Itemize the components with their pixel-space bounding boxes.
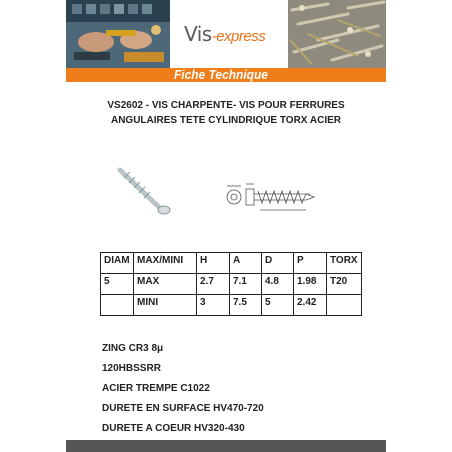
screw-photo-icon bbox=[120, 170, 170, 214]
product-title-line2: ANGULAIRES TETE CYLINDRIQUE TORX ACIER bbox=[110, 115, 341, 126]
header-cell-a: A bbox=[230, 253, 262, 274]
table-cell: T20 bbox=[327, 274, 362, 295]
section-title: Fiche Technique bbox=[174, 67, 268, 82]
table-cell: 7.5 bbox=[230, 295, 262, 316]
table-cell: 7.1 bbox=[230, 274, 262, 295]
brand-logo bbox=[184, 22, 265, 47]
table-cell: 4.8 bbox=[262, 274, 294, 295]
table-cell: 3 bbox=[197, 295, 230, 316]
note-core-hardness: DURETE A COEUR HV320-430 bbox=[102, 423, 245, 434]
table-cell: 5 bbox=[101, 274, 134, 295]
header-cell-p: P bbox=[294, 253, 327, 274]
product-illustrations bbox=[100, 162, 360, 222]
header-cell-max-mini: MAX/MINI bbox=[134, 253, 197, 274]
table-cell: 2.7 bbox=[197, 274, 230, 295]
tools-photo-icon bbox=[66, 0, 170, 68]
product-title bbox=[66, 98, 386, 128]
spec-table bbox=[100, 252, 362, 316]
table-cell: MAX bbox=[134, 274, 197, 295]
header-cell-diam: DIAM bbox=[101, 253, 134, 274]
header-banner bbox=[66, 0, 386, 68]
logo-main-text: Vis bbox=[184, 22, 212, 46]
section-title-bar bbox=[66, 68, 386, 82]
note-grade: 120HBSSRR bbox=[102, 363, 161, 374]
table-header-row bbox=[101, 253, 362, 274]
spec-notes bbox=[102, 343, 264, 443]
note-surface-hardness: DURETE EN SURFACE HV470-720 bbox=[102, 403, 264, 414]
header-cell-torx: TORX bbox=[327, 253, 362, 274]
header-cell-h: H bbox=[197, 253, 230, 274]
table-cell bbox=[101, 295, 134, 316]
table-cell: MINI bbox=[134, 295, 197, 316]
logo-suffix-text: -express bbox=[211, 28, 266, 45]
table-cell: 2.42 bbox=[294, 295, 327, 316]
footer-bar bbox=[66, 440, 386, 452]
table-cell bbox=[327, 295, 362, 316]
note-coating: ZING CR3 8μ bbox=[102, 343, 164, 354]
table-row bbox=[101, 295, 362, 316]
product-title-line1: VS2602 - VIS CHARPENTE- VIS POUR FERRURES bbox=[107, 100, 345, 111]
header-cell-d: D bbox=[262, 253, 294, 274]
table-row bbox=[101, 274, 362, 295]
note-material: ACIER TREMPE C1022 bbox=[102, 383, 210, 394]
table-cell: 5 bbox=[262, 295, 294, 316]
screw-technical-drawing-icon bbox=[227, 184, 314, 210]
screws-photo-icon bbox=[288, 0, 386, 68]
table-cell: 1.98 bbox=[294, 274, 327, 295]
